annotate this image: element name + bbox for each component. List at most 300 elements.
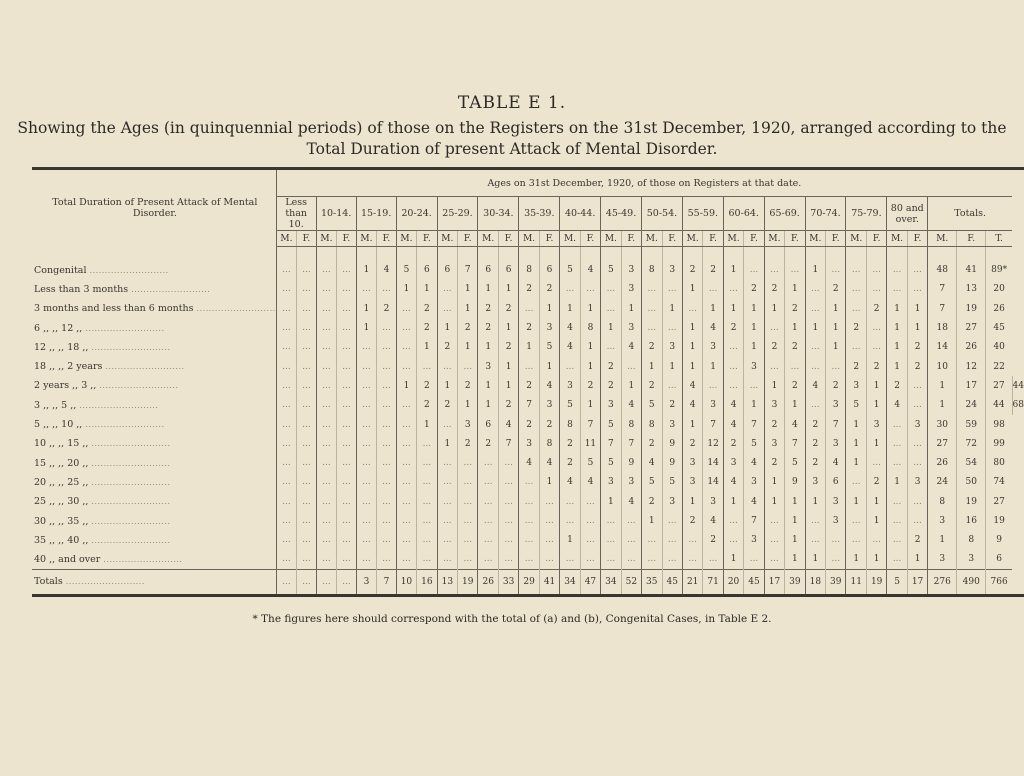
table-cell: 24 (928, 473, 957, 492)
table-cell: ... (907, 396, 927, 415)
table-cell: ... (682, 531, 703, 550)
table-cell: ... (396, 318, 417, 337)
table-cell: ... (356, 396, 377, 415)
table-cell: ... (498, 550, 518, 569)
table-cell: ... (723, 280, 744, 299)
row-label: 5 ,, ,, 10 ,, .......................... (34, 419, 165, 431)
table-cell: 2 (682, 434, 703, 453)
subtitle-line-2: Total Duration of present Attack of Mental Disorder. (306, 140, 718, 158)
table-cell: ... (887, 261, 908, 280)
table-cell: ... (297, 396, 316, 415)
table-cell: ... (377, 318, 396, 337)
table-cell: 3 (907, 473, 927, 492)
table-cell: 8 (928, 492, 957, 511)
table-cell: 3 (682, 453, 703, 472)
table-cell: 1 (703, 299, 723, 318)
table-cell: 2 (498, 299, 518, 318)
leader-dots: .......................... (193, 304, 276, 314)
table-cell: 3 (723, 453, 744, 472)
table-cell: 7 (580, 415, 600, 434)
table-row (32, 473, 1024, 492)
table-cell: ... (337, 357, 356, 376)
table-cell: 6 (539, 261, 559, 280)
table-cell: ... (297, 453, 316, 472)
table-cell: 6 (986, 550, 1012, 569)
table-cell: 4 (621, 338, 641, 357)
table-cell: 2 (642, 434, 663, 453)
table-cell: ... (396, 473, 417, 492)
table-cell: 2 (764, 415, 785, 434)
table-cell: 8 (580, 318, 600, 337)
table-cell: ... (276, 550, 297, 569)
table-cell: ... (887, 415, 908, 434)
table-cell: 2 (478, 299, 499, 318)
table-cell: ... (723, 531, 744, 550)
row-label: Less than 3 months .......................... (34, 283, 211, 295)
table-cell: ... (297, 261, 316, 280)
table-cell: ... (478, 492, 499, 511)
row-label: 35 ,, ,, 40 ,, .......................... (34, 534, 171, 546)
age-group-header: 25-29. (437, 197, 478, 231)
table-cell: 17 (907, 569, 927, 595)
table-cell: 50 (957, 473, 986, 492)
table-cell: ... (846, 531, 867, 550)
table-cell: 2 (478, 434, 499, 453)
table-cell: ... (519, 511, 540, 530)
table-cell: 2 (846, 318, 867, 337)
table-cell: ... (642, 531, 663, 550)
table-cell: 52 (621, 569, 641, 595)
table-subtitle (0, 118, 1024, 160)
table-cell: ... (601, 299, 622, 318)
table-cell: ... (316, 261, 337, 280)
table-cell: 1 (887, 299, 908, 318)
age-group-header: 50-54. (642, 197, 683, 231)
table-cell: 1 (478, 280, 499, 299)
table-cell: 2 (764, 338, 785, 357)
table-cell: ... (437, 492, 458, 511)
table-cell: 19 (957, 492, 986, 511)
table-cell: ... (356, 531, 377, 550)
table-cell: 2 (601, 376, 622, 395)
table-cell: 2 (417, 396, 437, 415)
table-cell: ... (621, 357, 641, 376)
table-cell: 1 (887, 338, 908, 357)
table-cell: ... (316, 396, 337, 415)
male-column-header: M. (478, 231, 499, 247)
table-cell: 4 (723, 473, 744, 492)
table-cell: 490 (957, 569, 986, 595)
row-label: 30 ,, ,, 35 ,, .......................... (34, 515, 171, 527)
table-cell: 1 (498, 318, 518, 337)
totals-header: Totals. (928, 197, 1012, 231)
table-cell: ... (276, 357, 297, 376)
table-cell: 2 (907, 338, 927, 357)
table-cell: 3 (621, 280, 641, 299)
table-cell: 35 (642, 569, 663, 595)
table-cell: ... (396, 434, 417, 453)
table-cell: ... (356, 492, 377, 511)
leader-dots: .......................... (88, 497, 171, 507)
table-cell: ... (560, 492, 581, 511)
table-cell: 1 (703, 357, 723, 376)
table-cell: 2 (642, 492, 663, 511)
table-cell: ... (316, 280, 337, 299)
age-group-header: 20-24. (396, 197, 437, 231)
table-cell: ... (560, 511, 581, 530)
table-cell: 4 (723, 415, 744, 434)
table-cell: 3 (744, 473, 764, 492)
table-cell: 1 (846, 492, 867, 511)
table-cell: ... (316, 569, 337, 595)
female-column-header: F. (826, 231, 846, 247)
table-cell: 71 (703, 569, 723, 595)
table-cell: 18 (928, 318, 957, 337)
row-label: 40 ,, and over .......................... (34, 553, 183, 565)
table-cell: 2 (417, 299, 437, 318)
table-cell: 9 (986, 531, 1012, 550)
table-cell: ... (337, 473, 356, 492)
leader-dots: .......................... (88, 516, 171, 526)
age-group-header: 80 and over. (887, 197, 928, 231)
table-cell: 2 (498, 396, 518, 415)
table-cell: 8 (519, 261, 540, 280)
table-cell: 2 (458, 376, 478, 395)
table-cell: ... (662, 550, 682, 569)
table-cell: 2 (805, 434, 826, 453)
table-cell: ... (580, 531, 600, 550)
table-cell: 1 (682, 280, 703, 299)
table-cell: ... (498, 492, 518, 511)
table-cell: 1 (396, 280, 417, 299)
row-label: 10 ,, ,, 15 ,, .......................... (34, 438, 171, 450)
female-column-header: F. (377, 231, 396, 247)
table-cell: 3 (703, 492, 723, 511)
table-cell: 4 (519, 453, 540, 472)
table-cell: 1 (846, 453, 867, 472)
table-cell: 1 (498, 357, 518, 376)
table-cell: ... (601, 511, 622, 530)
table-cell: 45 (744, 569, 764, 595)
table-cell: ... (846, 261, 867, 280)
table-title: TABLE E 1. (457, 93, 567, 113)
table-cell: 47 (580, 569, 600, 595)
table-cell: 4 (703, 318, 723, 337)
table-cell: ... (867, 453, 887, 472)
table-cell: 7 (928, 299, 957, 318)
table-cell: 3 (928, 511, 957, 530)
table-cell: 1 (723, 492, 744, 511)
table-cell: 89* (986, 261, 1012, 280)
table-cell: 4 (580, 261, 600, 280)
table-cell: 27 (986, 492, 1012, 511)
table-cell: 1 (764, 492, 785, 511)
table-cell: 4 (498, 415, 518, 434)
table-row (32, 453, 1024, 472)
table-cell: ... (887, 550, 908, 569)
table-cell: 2 (519, 318, 540, 337)
table-cell: ... (519, 357, 540, 376)
table-cell: ... (417, 550, 437, 569)
table-cell: 7 (601, 434, 622, 453)
age-group-header: Less than 10. (276, 197, 316, 231)
table-cell: 1 (662, 357, 682, 376)
table-cell: 9 (662, 434, 682, 453)
table-cell: 99 (986, 434, 1012, 453)
table-cell: 766 (986, 569, 1012, 595)
table-cell: ... (356, 415, 377, 434)
table-cell: ... (437, 453, 458, 472)
table-cell: 4 (785, 415, 805, 434)
table-cell: 2 (867, 299, 887, 318)
row-label: 15 ,, ,, 20 ,, .......................... (34, 457, 171, 469)
table-cell: 3 (601, 396, 622, 415)
table-cell: 26 (478, 569, 499, 595)
table-cell: 1 (682, 492, 703, 511)
table-cell: ... (377, 376, 396, 395)
table-cell: 1 (356, 318, 377, 337)
table-row (32, 511, 1024, 530)
table-cell: 4 (621, 492, 641, 511)
table-cell: ... (337, 261, 356, 280)
table-cell: ... (805, 511, 826, 530)
female-column-header: F. (337, 231, 356, 247)
table-cell: 8 (560, 415, 581, 434)
table-cell: ... (458, 453, 478, 472)
table-cell: ... (867, 531, 887, 550)
table-cell: ... (356, 376, 377, 395)
table-cell: 5 (601, 261, 622, 280)
table-cell: 1 (539, 357, 559, 376)
table-cell: 2 (785, 299, 805, 318)
table-cell: ... (437, 511, 458, 530)
table-cell: ... (785, 357, 805, 376)
table-cell: 1 (744, 299, 764, 318)
table-cell: ... (907, 511, 927, 530)
table-cell: 2 (642, 338, 663, 357)
table-cell: ... (805, 357, 826, 376)
male-column-header: M. (519, 231, 540, 247)
table-cell: ... (601, 550, 622, 569)
table-cell: 276 (928, 569, 957, 595)
female-column-header: F. (621, 231, 641, 247)
table-cell: 3 (662, 415, 682, 434)
table-cell: ... (642, 299, 663, 318)
table-cell: 3 (907, 415, 927, 434)
table-cell: 10 (396, 569, 417, 595)
table-cell: 1 (458, 338, 478, 357)
female-column-header: F. (498, 231, 518, 247)
table-cell: ... (337, 453, 356, 472)
table-cell: 10 (928, 357, 957, 376)
leader-dots: .......................... (82, 323, 165, 333)
table-cell: ... (337, 569, 356, 595)
table-row (32, 318, 1024, 337)
table-row (32, 338, 1024, 357)
table-cell: 27 (928, 434, 957, 453)
female-column-header: F. (662, 231, 682, 247)
table-cell: 1 (785, 550, 805, 569)
table-cell: ... (887, 531, 908, 550)
table-cell: ... (907, 376, 927, 395)
table-cell: ... (396, 415, 417, 434)
table-cell: 1 (417, 415, 437, 434)
table-cell: ... (498, 511, 518, 530)
table-cell: ... (297, 569, 316, 595)
table-row (32, 396, 1024, 415)
table-cell: 17 (957, 376, 986, 395)
table-cell: ... (356, 550, 377, 569)
table-cell: ... (297, 318, 316, 337)
table-cell: 17 (764, 569, 785, 595)
table-cell: ... (417, 492, 437, 511)
table-cell: 59 (957, 415, 986, 434)
table-cell: ... (458, 531, 478, 550)
table-cell: 1 (846, 550, 867, 569)
table-cell: 1 (621, 376, 641, 395)
table-cell: 2 (682, 261, 703, 280)
table-cell: 6 (498, 261, 518, 280)
table-cell: 5 (560, 396, 581, 415)
table-cell: ... (396, 338, 417, 357)
table-cell: 1 (887, 318, 908, 337)
table-cell: 5 (785, 453, 805, 472)
table-cell: ... (662, 318, 682, 337)
table-cell: 2 (642, 376, 663, 395)
table-cell: ... (276, 492, 297, 511)
table-cell: 4 (580, 473, 600, 492)
table-cell: 20 (986, 280, 1012, 299)
male-column-header: M. (396, 231, 417, 247)
table-cell: ... (580, 280, 600, 299)
table-cell: ... (580, 492, 600, 511)
table-cell: ... (846, 280, 867, 299)
age-group-header: 15-19. (356, 197, 396, 231)
female-column-header: F. (785, 231, 805, 247)
male-column-header: M. (560, 231, 581, 247)
table-cell: ... (744, 550, 764, 569)
table-cell: ... (297, 357, 316, 376)
leader-dots: .......................... (88, 477, 171, 487)
table-cell: ... (846, 338, 867, 357)
table-cell: 5 (662, 473, 682, 492)
table-cell: 1 (458, 299, 478, 318)
table-cell: 1 (478, 338, 499, 357)
table-cell: ... (887, 453, 908, 472)
table-cell: ... (437, 280, 458, 299)
table-cell: 1 (580, 396, 600, 415)
table-cell: 2 (539, 280, 559, 299)
table-cell: ... (297, 531, 316, 550)
table-cell: 1 (682, 415, 703, 434)
table-cell: 1 (805, 492, 826, 511)
table-cell: ... (377, 280, 396, 299)
table-cell: ... (276, 299, 297, 318)
table-cell: 1 (498, 280, 518, 299)
table-cell: 26 (986, 299, 1012, 318)
table-row (32, 415, 1024, 434)
table-cell: 6 (826, 473, 846, 492)
table-cell: ... (417, 531, 437, 550)
table-cell: ... (337, 338, 356, 357)
table-cell: 20 (723, 569, 744, 595)
table-row (32, 434, 1024, 453)
table-cell: 1 (642, 357, 663, 376)
table-cell: 22 (986, 357, 1012, 376)
table-cell: ... (316, 473, 337, 492)
table-cell: 3 (601, 473, 622, 492)
male-column-header: M. (764, 231, 785, 247)
table-cell: 2 (826, 376, 846, 395)
table-cell: ... (867, 261, 887, 280)
table-cell: ... (458, 492, 478, 511)
row-label: Totals .......................... (32, 569, 276, 595)
table-cell: ... (539, 550, 559, 569)
table-cell: ... (519, 550, 540, 569)
table-cell: 19 (986, 511, 1012, 530)
table-cell: ... (826, 550, 846, 569)
table-cell: ... (723, 511, 744, 530)
table-cell: 1 (437, 318, 458, 337)
table-cell: 33 (498, 569, 518, 595)
table-cell: 4 (723, 396, 744, 415)
table-cell: 8 (642, 261, 663, 280)
table-cell: 1 (826, 299, 846, 318)
table-cell: 4 (703, 511, 723, 530)
male-column-header: M. (723, 231, 744, 247)
table-cell: 1 (723, 299, 744, 318)
table-cell: 14 (703, 453, 723, 472)
age-group-header: 55-59. (682, 197, 723, 231)
table-cell: ... (744, 261, 764, 280)
table-cell: 1 (458, 280, 478, 299)
table-cell: ... (723, 357, 744, 376)
table-cell: ... (805, 531, 826, 550)
table-cell: 3 (928, 550, 957, 569)
table-cell: 4 (805, 376, 826, 395)
table-cell: ... (867, 280, 887, 299)
table-cell: ... (276, 261, 297, 280)
table-cell: ... (337, 318, 356, 337)
table-cell: ... (539, 531, 559, 550)
table-row (32, 376, 1024, 395)
table-cell: 2 (703, 531, 723, 550)
table-cell: 2 (519, 376, 540, 395)
table-cell: 7 (621, 434, 641, 453)
table-cell: 29 (519, 569, 540, 595)
table-cell: 3 (621, 318, 641, 337)
table-cell: 5 (642, 473, 663, 492)
table-cell: 3 (846, 376, 867, 395)
table-cell: ... (316, 299, 337, 318)
male-column-header: M. (805, 231, 826, 247)
table-cell: ... (785, 261, 805, 280)
table-cell: 13 (957, 280, 986, 299)
footnote: * The figures here should correspond with the total of (a) and (b), Congenital Cases, in Table E 2. (252, 613, 772, 625)
table-cell: 3 (764, 434, 785, 453)
table-cell: 30 (928, 415, 957, 434)
table-cell: 4 (377, 261, 396, 280)
table-cell: ... (867, 338, 887, 357)
table-cell: 3 (621, 473, 641, 492)
table-cell: 3 (703, 396, 723, 415)
table-cell: 1 (764, 376, 785, 395)
table-cell: 1 (846, 434, 867, 453)
table-cell: 3 (867, 415, 887, 434)
table-cell: 2 (662, 396, 682, 415)
table-cell: ... (764, 531, 785, 550)
table-cell: ... (356, 453, 377, 472)
